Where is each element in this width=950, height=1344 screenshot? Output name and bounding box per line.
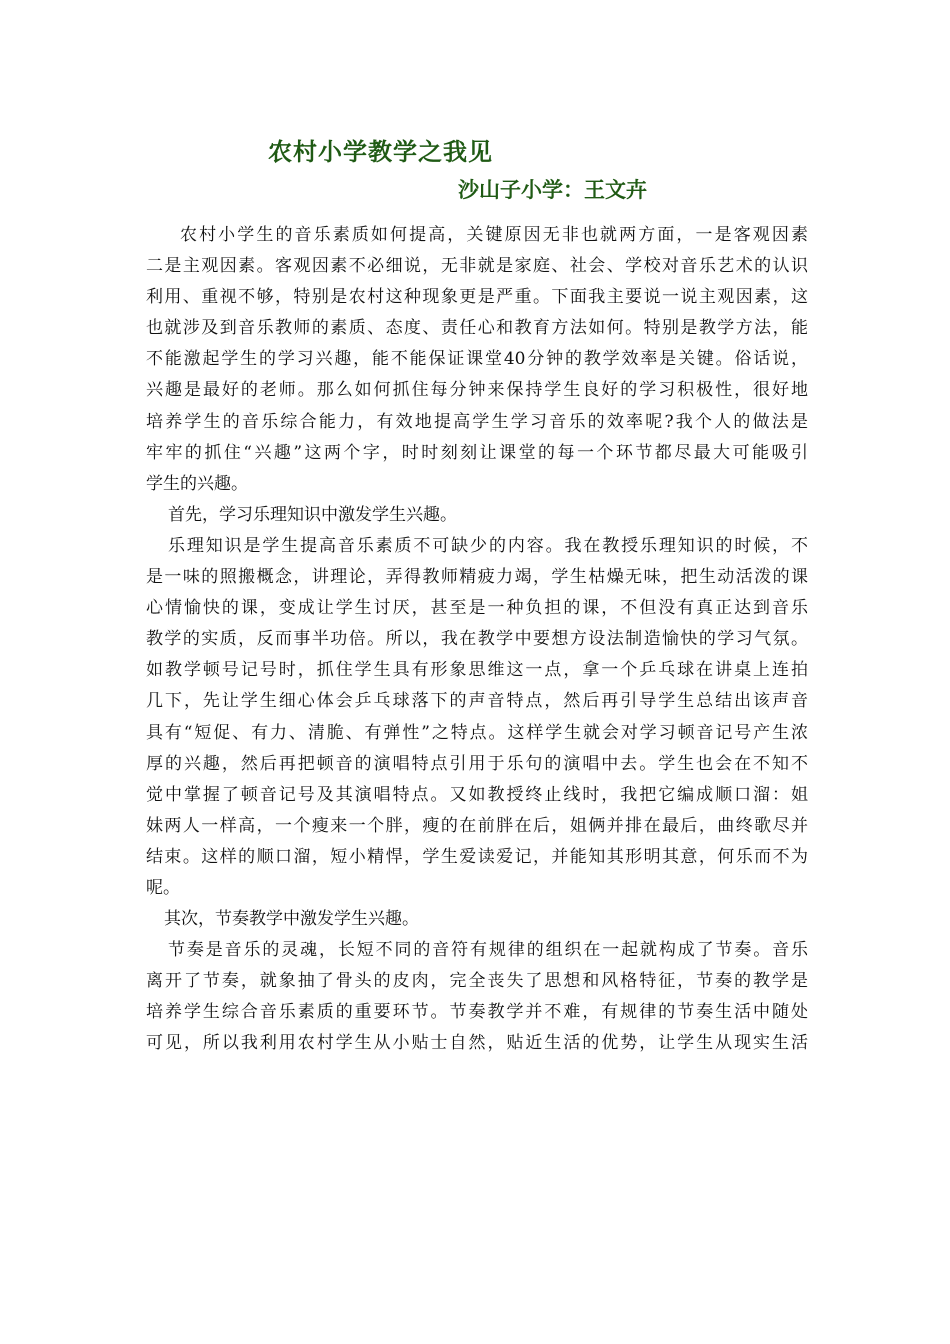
paragraph-line: 牢牢的抓住“兴趣”这两个字，时时刻刻让课堂的每一个环节都尽最大可能吸引 [146, 442, 808, 463]
paragraph-line: 觉中掌握了顿音记号及其演唱特点。又如教授终止线时，我把它编成顺口溜：姐 [146, 784, 808, 805]
paragraph-line: 教学的实质，反而事半功倍。所以，我在教学中要想方设法制造愉快的学习气氛。 [146, 629, 808, 650]
paragraph-line: 如教学顿号记号时，抓住学生具有形象思维这一点，拿一个乒乓球在讲桌上连拍 [146, 660, 808, 681]
paragraph-line: 利用、重视不够，特别是农村这种现象更是严重。下面我主要说一说主观因素，这 [146, 287, 808, 308]
section-heading: 首先，学习乐理知识中激发学生兴趣。 [168, 504, 457, 525]
paragraph-line: 结束。这样的顺口溜，短小精悍，学生爱读爱记，并能知其形明其意，何乐而不为 [146, 846, 808, 867]
section-heading: 其次，节奏教学中激发学生兴趣。 [164, 909, 419, 930]
paragraph-line: 二是主观因素。客观因素不必细说，无非就是家庭、社会、学校对音乐艺术的认识 [146, 256, 808, 277]
paragraph-line: 不能激起学生的学习兴趣，能不能保证课堂40分钟的教学效率是关键。俗话说， [146, 349, 808, 370]
paragraph-line: 是一味的照搬概念，讲理论，弄得教师精疲力竭，学生枯燥无味，把生动活泼的课 [146, 567, 808, 588]
paragraph-line: 妹两人一样高，一个瘦来一个胖，瘦的在前胖在后，姐俩并排在最后，曲终歌尽并 [146, 815, 808, 836]
paragraph-line: 可见，所以我利用农村学生从小贴士自然，贴近生活的优势，让学生从现实生活 [146, 1033, 808, 1054]
paragraph-line: 心情愉快的课，变成让学生讨厌，甚至是一种负担的课，不但没有真正达到音乐 [146, 598, 808, 619]
paragraph-line: 节奏是音乐的灵魂，长短不同的音符有规律的组织在一起就构成了节奏。音乐 [168, 940, 808, 961]
document-title: 农村小学教学之我见 [268, 137, 493, 166]
paragraph-line: 具有“短促、有力、清脆、有弹性”之特点。这样学生就会对学习顿音记号产生浓 [146, 722, 808, 743]
paragraph-line: 离开了节奏，就象抽了骨头的皮肉，完全丧失了思想和风格特征，节奏的教学是 [146, 971, 808, 992]
paragraph-line: 农村小学生的音乐素质如何提高，关键原因无非也就两方面，一是客观因素 [180, 225, 808, 245]
paragraph-line: 培养学生综合音乐素质的重要环节。节奏教学并不难，有规律的节奏生活中随处 [146, 1002, 808, 1023]
paragraph-line: 厚的兴趣，然后再把顿音的演唱特点引用于乐句的演唱中去。学生也会在不知不 [146, 753, 808, 774]
paragraph-line: 培养学生的音乐综合能力，有效地提高学生学习音乐的效率呢?我个人的做法是 [146, 411, 808, 432]
paragraph-line: 呢。 [146, 877, 180, 898]
paragraph-line: 学生的兴趣。 [146, 473, 248, 494]
document-body [146, 220, 808, 1060]
paragraph-line: 也就涉及到音乐教师的素质、态度、责任心和教育方法如何。特别是教学方法，能 [146, 318, 808, 339]
document-author: 沙山子小学：王文卉 [458, 177, 647, 202]
paragraph-line: 几下，先让学生细心体会乒乓球落下的声音特点，然后再引导学生总结出该声音 [146, 691, 808, 712]
paragraph-line: 兴趣是最好的老师。那么如何抓住每分钟来保持学生良好的学习积极性，很好地 [146, 380, 808, 401]
paragraph-line: 乐理知识是学生提高音乐素质不可缺少的内容。我在教授乐理知识的时候，不 [168, 535, 808, 556]
